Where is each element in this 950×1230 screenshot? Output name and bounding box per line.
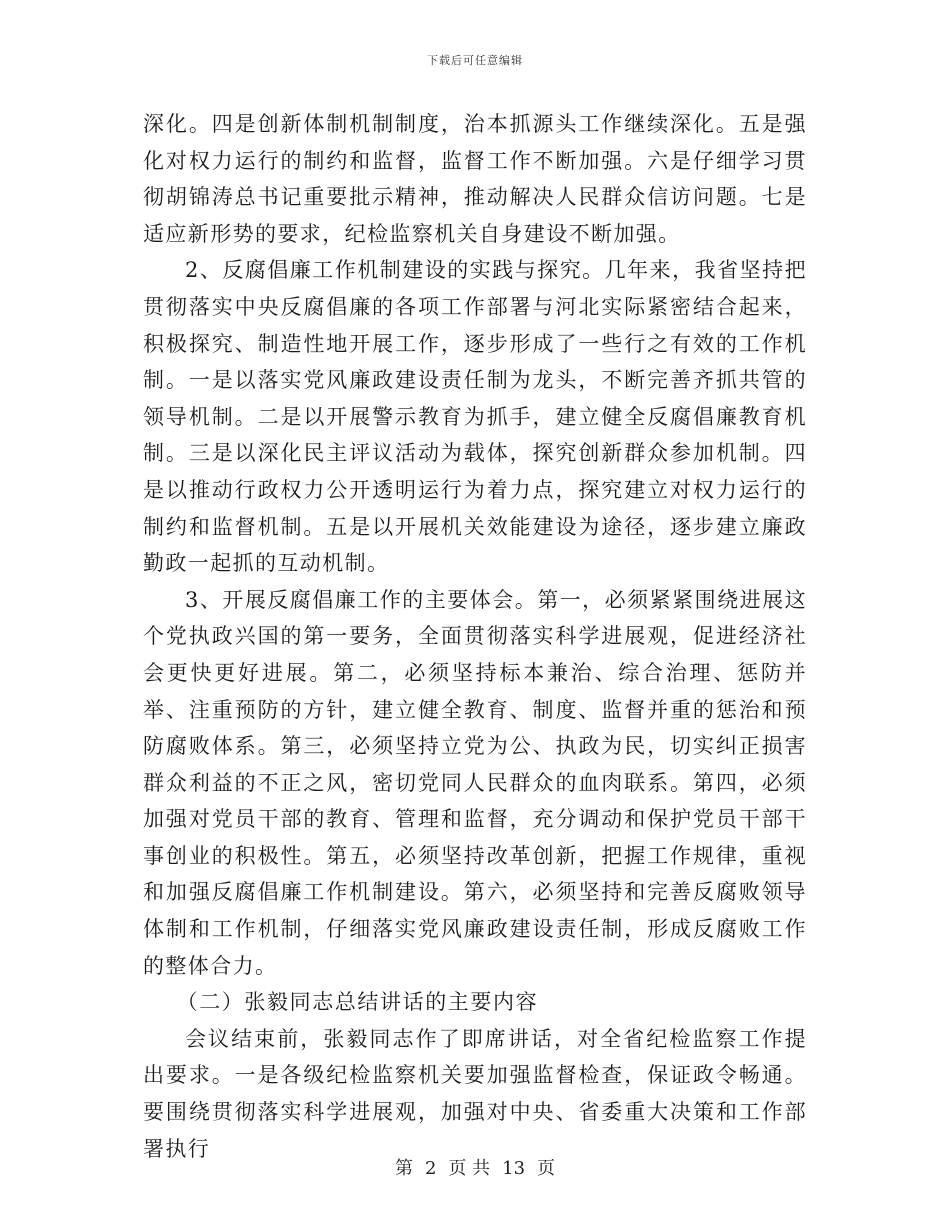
footer-prefix: 第 xyxy=(394,1158,413,1179)
page-number-footer xyxy=(0,1154,950,1180)
footer-suffix: 页 xyxy=(537,1158,556,1179)
paragraph-continuation: 深化。四是创新体制机制制度，治本抓源头工作继续深化。五是强化对权力运行的制约和监督，监督工作不断加强。六是仔细学习贯彻胡锦涛总书记重要批示精神，推动解决人民群众信访问题。七是适应新形势的要求，纪检监察机关自身建设不断加强。 xyxy=(143,112,807,246)
section-heading: （二）张毅同志总结讲话的主要内容 xyxy=(176,990,539,1015)
paragraph-main-experience: 3、开展反腐倡廉工作的主要体会。第一，必须紧紧围绕进展这个党执政兴国的第一要务，全面贯彻落实科学进展观，促进经济社会更快更好进展。第二，必须坚持标本兼治、综合治理、惩防并举、注重预防的方针，建立健全教育、制度、监督并重的惩治和预防腐败体系。第三，必须坚持立党为公、执政为民，切实纠正损害群众利益的不正之风，密切党同人民群众的血肉联系。第四，必须加强对党员干部的教育、管理和监督，充分调动和保护党员干部干事创业的积极性。第五，必须坚持改革创新，把握工作规律，重视和加强反腐倡廉工作机制建设。第六，必须坚持和完善反腐败领导体制和工作机制，仔细落实党风廉政建设责任制，形成反腐败工作的整体合力。 xyxy=(143,587,807,978)
footer-total-pages: 13 xyxy=(502,1158,526,1179)
paragraph-mechanism-practice: 2、反腐倡廉工作机制建设的实践与探究。几年来，我省坚持把贯彻落实中央反腐倡廉的各项工作部署与河北实际紧密结合起来，积极探究、制造性地开展工作，逐步形成了一些行之有效的工作机制。一是以落实党风廉政建设责任制为龙头，不断完善齐抓共管的领导机制。二是以开展警示教育为抓手，建立健全反腐倡廉教育机制。三是以深化民主评议活动为载体，探究创新群众参加机制。四是以推动行政权力公开透明运行为着力点，探究建立对权力运行的制约和监督机制。五是以开展机关效能建设为途径，逐步建立廉政勤政一起抓的互动机制。 xyxy=(143,258,807,576)
footer-middle: 页 共 xyxy=(448,1158,491,1179)
paragraph-closing-speech: 会议结束前，张毅同志作了即席讲话，对全省纪检监察工作提出要求。一是各级纪检监察机关要加强监督检查，保证政令畅通。要围绕贯彻落实科学进展观，加强对中央、省委重大决策和工作部署执行 xyxy=(143,1026,807,1161)
footer-current-page: 2 xyxy=(424,1158,437,1179)
page-header-note: 下载后可任意编辑 xyxy=(427,54,523,67)
document-body xyxy=(143,106,807,1167)
